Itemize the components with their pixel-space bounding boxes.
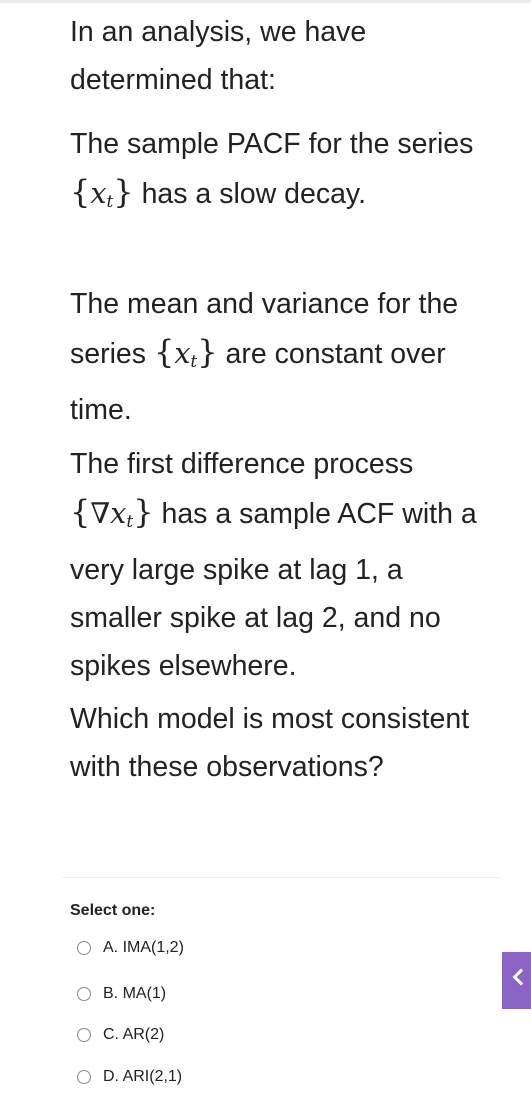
radio-circle-icon[interactable] <box>77 941 91 955</box>
obs1-text-before: The sample PACF for the series <box>70 128 474 160</box>
obs2-text-before: The mean and variance for the series <box>70 288 459 370</box>
observation-1 <box>70 120 490 226</box>
select-one-label: Select one: <box>70 902 156 919</box>
difference-series-math: $\{\nabla x_t\}$ <box>70 493 154 532</box>
radio-circle-icon[interactable] <box>77 1070 91 1084</box>
question-prompt <box>70 695 490 791</box>
obs1-text-after: has a slow decay. <box>141 178 366 210</box>
chevron-left-icon <box>513 969 530 986</box>
divider <box>62 877 500 878</box>
obs3-text-after: has a sample ACF with a very large spike at lag 1, a smaller spike at lag 2, and no spikes elsewhere. <box>70 498 477 682</box>
option-b-label: B. MA(1) <box>103 985 167 1002</box>
obs3-text-before: The first difference process <box>70 448 414 480</box>
observation-3 <box>70 440 490 690</box>
option-d[interactable] <box>77 1065 182 1089</box>
radio-circle-icon[interactable] <box>77 1028 91 1042</box>
obs2-text-after: are constant over time. <box>70 338 446 426</box>
series-x-math: $\{x_t\}$ <box>153 333 218 372</box>
observation-2 <box>70 280 490 434</box>
intro-text: In an analysis, we have determined that: <box>70 16 367 96</box>
series-x-math: $\{x_t\}$ <box>70 173 134 212</box>
option-b[interactable] <box>77 982 166 1006</box>
side-panel-toggle-button[interactable] <box>502 952 531 1009</box>
option-d-label: D. ARI(2,1) <box>103 1068 183 1085</box>
radio-circle-icon[interactable] <box>77 987 91 1001</box>
top-border <box>0 0 531 3</box>
option-c-label: C. AR(2) <box>103 1026 165 1043</box>
question-intro <box>70 8 490 104</box>
option-a[interactable] <box>77 936 184 960</box>
prompt-text: Which model is most consistent with these observations? <box>70 703 470 783</box>
option-c[interactable] <box>77 1023 164 1047</box>
option-a-label: A. IMA(1,2) <box>103 939 184 956</box>
